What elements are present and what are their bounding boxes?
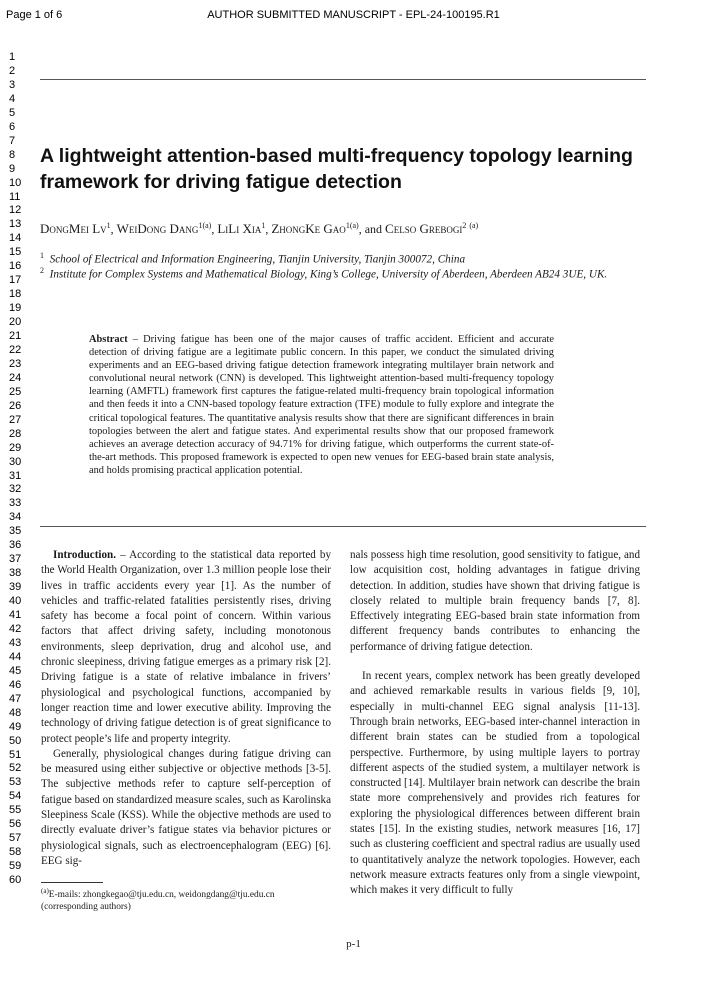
line-number: 21 [9, 330, 22, 342]
author-affiliation-mark: 1(a) [198, 221, 212, 230]
section-rule [40, 526, 646, 527]
line-number: 31 [9, 469, 22, 482]
author-name: ZhongKe Gao [271, 221, 346, 236]
line-number: 29 [9, 441, 22, 454]
paragraph-text: In recent years, complex network has been greatly developed and achieved remarkable results in various fields [9, 10], especially in multi-channel EEG signal analysis [11-13]. Through brain networks, EEG-based inter-channel interaction in different brain states can be studied from a topological perspective. Furthermore, by using multiple layers to portray different aspects of the studied system, a multilayer network is constructed [14]. Multilayer brain network can describe the brain state more comprehensively and provides rich features for exploring the physiological differences between different brain states [15]. In the existing studies, network measures [16, 17] such as clustering coefficient and spectral radius are usually used to quantitatively analyze the network topologies. However, each network measure extracts features only from a single viewpoint, which makes it very difficult to fully [350, 670, 640, 897]
line-number: 4 [9, 92, 16, 105]
line-number: 51 [9, 748, 22, 761]
line-number: 52 [9, 762, 22, 775]
author-name: Celso Grebogi [385, 221, 463, 236]
line-number: 22 [9, 343, 22, 356]
line-number: 16 [9, 260, 22, 273]
line-number: 35 [9, 525, 22, 538]
line-number: 53 [9, 776, 22, 789]
paragraph-text: According to the statistical data reported by the World Health Organization, over 1.3 million people lose their lives in traffic accidents every year [1]. As the number of vehicles and traffic-related fatalities persistently rises, driving safety has become a focal point of concern. Within various factors that affect driving safety, including monotonous environments, sleep deprivation, drug and alcohol use, and chronic sleepiness, driving fatigue emerges as a primary risk [2]. Driving fatigue is a state of relative imbalance in frivers’ physiological and psychological functions, accompanied by longer reaction time and lower executive ability. Improving the technology of driving fatigue detection is of great significance to protect people’s life and property integrity. [41, 549, 332, 745]
affiliation-number: 1 [40, 251, 44, 260]
page-number: p-1 [346, 938, 361, 950]
line-number: 40 [9, 595, 22, 607]
line-number: 60 [9, 874, 22, 886]
affiliation-text: Institute for Complex Systems and Mathematical Biology, King’s College, University of Aberdeen, Aberdeen AB24 3UE, UK. [49, 268, 608, 281]
line-number: 2 [9, 65, 16, 77]
line-number: 36 [9, 539, 22, 552]
heading-dash: – [115, 549, 130, 561]
line-number: 46 [9, 678, 22, 691]
line-number: 15 [9, 246, 22, 259]
line-number: 57 [9, 832, 22, 845]
author-list [40, 218, 660, 237]
author-affiliation-mark: 1(a) [345, 221, 359, 230]
line-number: 38 [9, 567, 22, 580]
line-number: 3 [9, 78, 16, 91]
line-number: 17 [9, 274, 22, 287]
line-number: 9 [9, 162, 16, 175]
line-number: 32 [9, 483, 22, 496]
left-column [41, 548, 331, 869]
line-number: 13 [9, 218, 22, 231]
author-separator: , and [358, 222, 386, 236]
line-number: 44 [9, 650, 22, 663]
footnote-text: E-mails: zhongkegao@tju.edu.cn, weidongdang@tju.edu.cn (corresponding authors) [41, 890, 275, 913]
line-number: 12 [9, 204, 22, 217]
author-name: WeiDong Dang [116, 221, 199, 236]
right-column [350, 548, 640, 899]
line-number: 49 [9, 720, 22, 733]
line-number: 28 [9, 427, 22, 440]
line-number: 26 [9, 399, 22, 412]
section-heading: Introduction. [53, 549, 116, 561]
line-number: 33 [9, 497, 22, 510]
line-number: 43 [9, 636, 22, 649]
line-number: 50 [9, 734, 22, 747]
title-line: A lightweight attention-based multi-frequency topology learning [40, 145, 633, 167]
line-number: 18 [9, 288, 22, 301]
line-number: 30 [9, 455, 22, 468]
author-affiliation-mark: 1 [261, 221, 266, 230]
paragraph-gap [350, 655, 640, 669]
author-separator: , [265, 222, 272, 236]
line-number: 23 [9, 357, 22, 370]
line-number: 25 [9, 385, 22, 398]
line-number: 20 [9, 316, 22, 329]
title-line: framework for driving fatigue detection [40, 171, 402, 193]
page-counter: Page 1 of 6 [6, 9, 63, 21]
line-number: 14 [9, 232, 22, 245]
top-rule [40, 79, 646, 80]
abstract-label: Abstract [89, 334, 128, 345]
footnote [41, 885, 333, 913]
line-number: 58 [9, 846, 22, 859]
line-number: 55 [9, 804, 22, 817]
author-name: DongMei Lv [40, 221, 107, 236]
line-number: 54 [9, 790, 22, 803]
footnote-mark: (a) [41, 887, 49, 895]
line-number: 6 [9, 120, 16, 133]
line-number: 5 [9, 106, 16, 119]
line-number: 24 [9, 371, 22, 384]
affiliation-text: School of Electrical and Information Engineering, Tianjin University, Tianjin 300072, China [49, 253, 466, 266]
line-number: 19 [9, 302, 22, 315]
footnote-rule [41, 882, 103, 883]
line-number: 11 [9, 190, 21, 203]
affiliation [40, 263, 652, 283]
line-number: 41 [9, 609, 22, 621]
line-number: 59 [9, 860, 22, 873]
line-number: 34 [9, 511, 22, 524]
paragraph [41, 548, 331, 747]
line-number: 8 [9, 148, 16, 161]
author-name: LiLi Xia [217, 221, 262, 236]
author-separator: , [211, 222, 218, 236]
abstract-dash: – [127, 334, 144, 345]
author-separator: , [110, 222, 117, 236]
paragraph-text: nals possess high time resolution, good sensitivity to fatigue, and low acquisition cost, holding advantages in fatigue driving detection. In addition, studies have shown that driving fatigue is closely related to multiple brain frequency bands [7, 8]. Effectively integrating EEG-based brain state information from different frequency bands contributes to enhancing the performance of driving fatigue detection. [350, 549, 640, 653]
line-number: 1 [9, 51, 16, 63]
line-number: 37 [9, 553, 22, 566]
author-affiliation-mark: 2 [462, 221, 467, 230]
line-number: 10 [9, 176, 22, 189]
author-affiliation-mark: 1 [106, 221, 111, 230]
paragraph [350, 548, 640, 655]
abstract [89, 333, 554, 477]
paper-title [40, 143, 660, 195]
paragraph [350, 669, 640, 898]
line-number: 56 [9, 818, 22, 831]
line-number: 27 [9, 413, 22, 426]
line-number: 48 [9, 706, 22, 719]
paragraph-text: Generally, physiological changes during fatigue driving can be measured using either subjective or objective methods [3-5]. The subjective methods refer to capture self-perception of fatigue based on standardized measure scales, such as Karolinska Sleepiness Scale (KSS). While the objective methods are used to directly evaluate driver’s fatigue states via behavior pictures or physiological signals, such as electroencephalogram (EEG) [6]. EEG sig- [41, 747, 331, 867]
line-number: 47 [9, 692, 22, 705]
paragraph [41, 747, 331, 869]
running-header: AUTHOR SUBMITTED MANUSCRIPT - EPL-24-100195.R1 [207, 9, 500, 21]
line-number: 45 [9, 664, 22, 677]
abstract-text: Driving fatigue has been one of the major causes of traffic accident. Efficient and accurate detection of driving fatigue are a legitimate public concern. In this paper, we conduct the simulated driving experiments and an EEG-based driving fatigue detection framework integrating multilayer brain network and convolutional neural network (CNN) is developed. This lightweight attention-based multi-frequency topology learning (AMFTL) framework first captures the fatigue-related multi-frequency brain topological information and then feeds it into a CNN-based topology feature extraction (TFE) module to fully explore and integrate the critical topological features. The quantitative analysis results show that there are significant differences in brain topologies between the alert and fatigue states. And experimental results show that our proposed framework achieves an average detection accuracy of 94.71% for driving fatigue, which outperforms the current state-of-the-art methods. This proposed framework is expected to open new venues for EEG-based brain state analysis, and holds promising practical application potential. [89, 334, 555, 476]
affiliation-number: 2 [40, 266, 44, 275]
line-number: 39 [9, 581, 22, 594]
corresponding-mark: (a) [469, 221, 479, 230]
line-number: 7 [9, 134, 16, 147]
line-number: 42 [9, 622, 22, 635]
